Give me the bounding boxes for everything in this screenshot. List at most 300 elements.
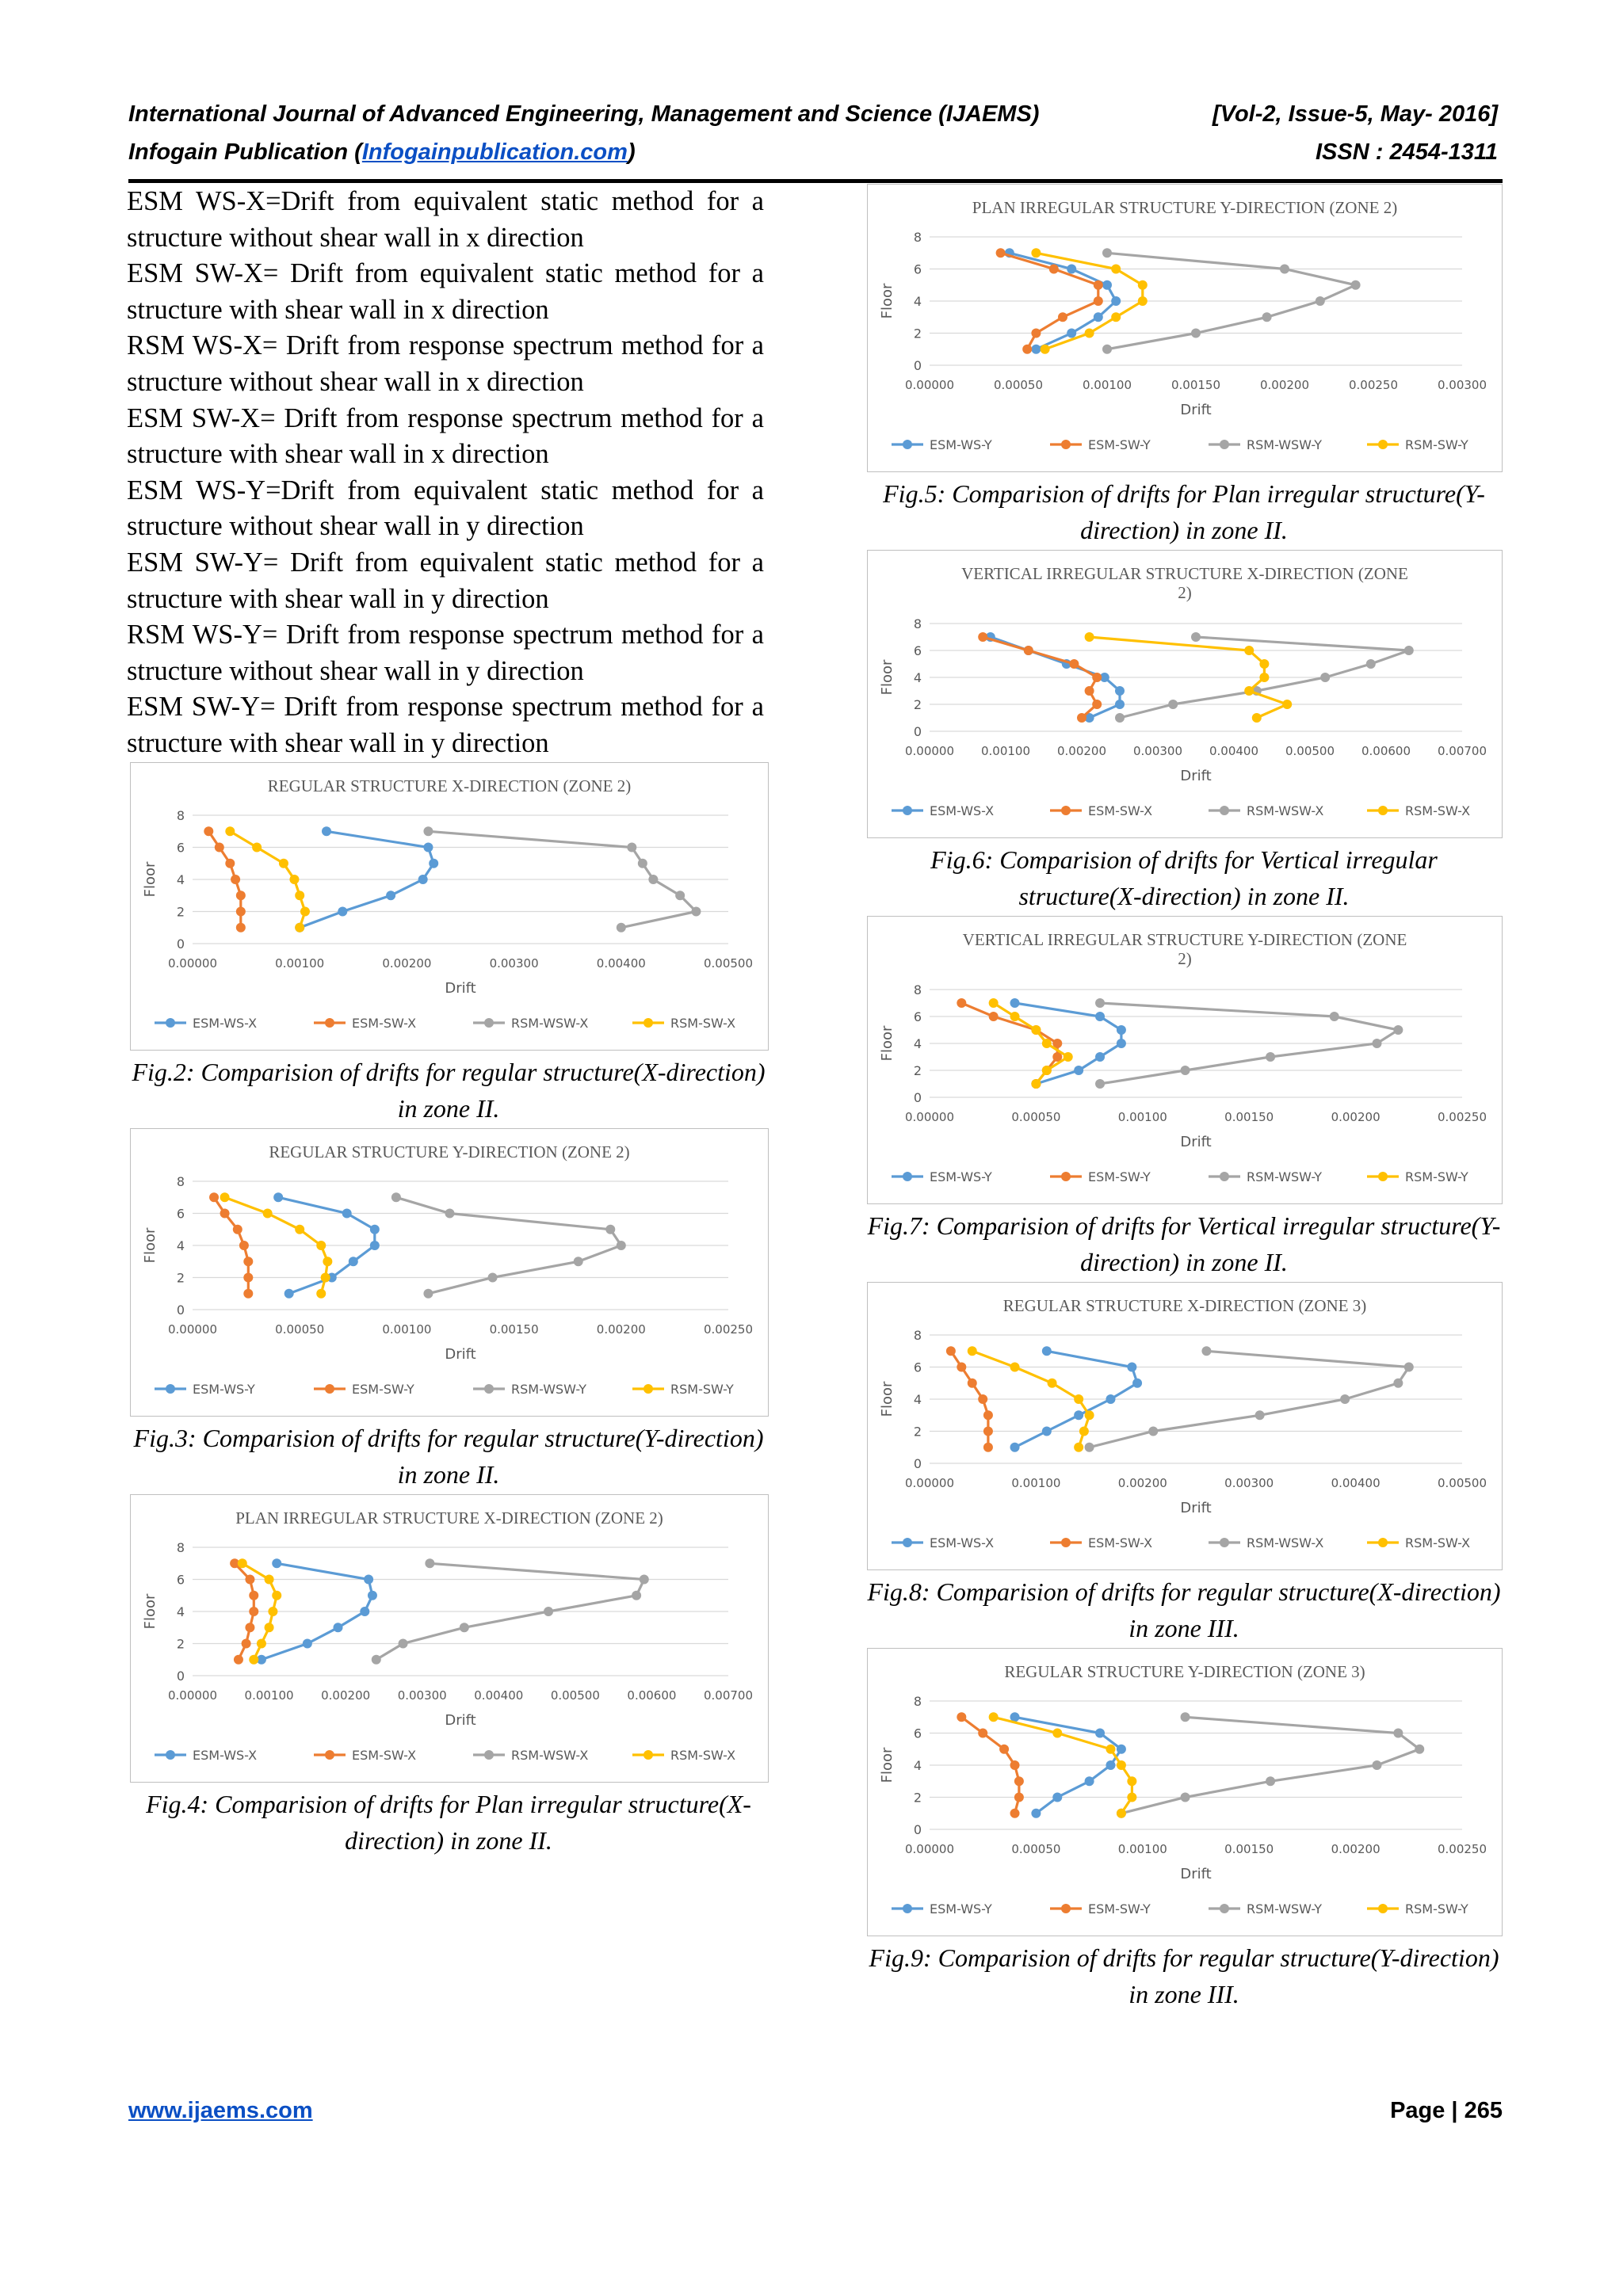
y-tick-label: 8	[913, 616, 922, 631]
data-point	[574, 1257, 583, 1266]
y-tick-label: 4	[176, 1238, 185, 1253]
legend-label: RSM-WSW-X	[511, 1016, 589, 1031]
data-point	[1031, 345, 1041, 354]
data-point	[272, 1591, 281, 1600]
data-point	[1042, 1427, 1052, 1436]
chart-title: REGULAR STRUCTURE X-DIRECTION (ZONE 3)	[1002, 1296, 1367, 1315]
data-point	[1069, 659, 1079, 669]
legend-label: RSM-WSW-X	[511, 1748, 589, 1763]
y-axis-label: Floor	[879, 1381, 896, 1417]
legend-label: ESM-SW-X	[1088, 803, 1153, 818]
x-tick-label: 0.00250	[1348, 378, 1399, 392]
data-point	[1095, 1729, 1105, 1738]
data-point	[1106, 1745, 1115, 1754]
drift-chart-svg	[131, 763, 768, 1050]
data-point	[1262, 312, 1272, 322]
x-tick-label: 0.00400	[474, 1688, 524, 1703]
y-tick-label: 8	[913, 1694, 922, 1709]
legend-swatch-marker	[1378, 1538, 1388, 1547]
chart-title: REGULAR STRUCTURE Y-DIRECTION (ZONE 2)	[269, 1142, 630, 1161]
data-point	[1074, 1394, 1083, 1404]
data-point	[1106, 1394, 1115, 1404]
x-tick-label: 0.00250	[1437, 1110, 1487, 1124]
data-point	[1372, 1039, 1381, 1048]
data-point	[1117, 1039, 1126, 1048]
data-point	[978, 1729, 987, 1738]
abbreviation-definitions	[127, 184, 764, 762]
x-tick-label: 0.00200	[1331, 1110, 1381, 1124]
legend-label: ESM-WS-X	[930, 1535, 995, 1550]
legend-swatch-marker	[903, 1538, 912, 1547]
data-point	[1085, 1443, 1094, 1452]
data-point	[364, 1575, 373, 1585]
data-point	[257, 1639, 266, 1649]
data-point	[605, 1225, 615, 1234]
data-point	[1111, 296, 1121, 306]
legend-swatch-marker	[1378, 440, 1388, 449]
legend-label: ESM-WS-X	[193, 1016, 258, 1031]
y-tick-label: 0	[176, 936, 185, 952]
data-point	[265, 1623, 274, 1632]
legend-swatch-marker	[1061, 806, 1071, 815]
legend-label: ESM-SW-X	[352, 1748, 417, 1763]
data-point	[233, 1225, 242, 1234]
data-point	[1117, 1760, 1126, 1770]
definition-item: ESM SW-X= Drift from equivalent static method for a structure with shear wall in x direction	[127, 258, 764, 325]
data-point	[1048, 1379, 1057, 1388]
data-point	[289, 875, 299, 884]
figure-9-chart	[867, 1648, 1503, 1936]
x-tick-label: 0.00150	[1224, 1842, 1274, 1856]
y-tick-label: 2	[913, 326, 922, 341]
drift-chart-svg	[131, 1129, 768, 1416]
x-tick-label: 0.00100	[1117, 1842, 1167, 1856]
data-point	[204, 826, 213, 836]
y-tick-label: 6	[913, 1009, 922, 1024]
figure-2-chart	[130, 762, 769, 1051]
definition-item: ESM WS-Y=Drift from equivalent static method for a structure without shear wall in y direction	[127, 475, 764, 542]
data-point	[1393, 1025, 1403, 1035]
y-tick-label: 4	[913, 294, 922, 309]
x-axis-label: Drift	[445, 1346, 476, 1363]
figure-5-chart	[867, 184, 1503, 472]
data-point	[1102, 280, 1112, 290]
data-point	[370, 1225, 380, 1234]
data-point	[1138, 296, 1148, 306]
legend-swatch-marker	[1061, 1538, 1071, 1547]
data-point	[1095, 1052, 1105, 1062]
data-point	[220, 1192, 230, 1202]
y-axis-label: Floor	[879, 659, 896, 696]
definition-item: ESM WS-X=Drift from equivalent static method for a structure without shear wall in x direction	[127, 186, 764, 253]
data-point	[1022, 345, 1032, 354]
legend-swatch-marker	[1378, 1172, 1388, 1181]
legend-swatch-marker	[1378, 1904, 1388, 1913]
legend-label: ESM-WS-Y	[930, 1169, 992, 1184]
y-tick-label: 8	[176, 1540, 185, 1555]
data-point	[1102, 345, 1112, 354]
data-point	[1042, 1066, 1052, 1075]
data-point	[1372, 1760, 1381, 1770]
x-tick-label: 0.00500	[1437, 1476, 1487, 1490]
legend-swatch-marker	[903, 1172, 912, 1181]
data-point	[1049, 265, 1059, 274]
y-tick-label: 0	[913, 724, 922, 739]
data-point	[423, 826, 433, 836]
legend-label: RSM-SW-X	[670, 1748, 736, 1763]
data-point	[968, 1346, 977, 1356]
data-point	[418, 875, 428, 884]
data-point	[1191, 632, 1201, 642]
data-point	[1366, 659, 1376, 669]
legend-swatch-marker	[1061, 440, 1071, 449]
y-tick-label: 4	[913, 670, 922, 685]
legend-swatch-marker	[1378, 806, 1388, 815]
x-axis-label: Drift	[1180, 402, 1212, 418]
data-point	[236, 923, 246, 933]
data-point	[1117, 1809, 1126, 1818]
journal-header-line2	[128, 139, 1498, 166]
x-axis-label: Drift	[1180, 1134, 1212, 1150]
data-point	[1094, 280, 1103, 290]
data-point	[1014, 1776, 1024, 1786]
x-tick-label: 0.00050	[1011, 1842, 1061, 1856]
legend-label: ESM-WS-Y	[930, 1901, 992, 1917]
legend-label: RSM-WSW-Y	[511, 1382, 586, 1397]
data-point	[999, 1745, 1009, 1754]
data-point	[236, 891, 246, 900]
figure-8-chart	[867, 1282, 1503, 1570]
legend-swatch-marker	[1220, 1904, 1229, 1913]
y-tick-label: 0	[913, 1456, 922, 1471]
y-tick-label: 4	[913, 1036, 922, 1051]
data-point	[1085, 1776, 1094, 1786]
data-point	[1393, 1379, 1403, 1388]
figure-8-caption: Fig.8: Comparision of drifts for regular structure(X-direction) in zone III.	[867, 1577, 1501, 1642]
data-point	[1067, 329, 1076, 338]
x-tick-label: 0.00150	[489, 1322, 539, 1337]
data-point	[429, 859, 438, 868]
data-point	[321, 1273, 330, 1283]
data-point	[295, 923, 304, 933]
data-point	[249, 1607, 258, 1616]
legend-label: RSM-SW-Y	[1405, 1169, 1468, 1184]
figure-7-caption: Fig.7: Comparision of drifts for Vertical irregular structure(Y-direction) in zone II.	[867, 1211, 1501, 1276]
data-point	[1010, 998, 1020, 1008]
x-tick-label: 0.00400	[596, 956, 646, 971]
data-point	[220, 1209, 230, 1219]
data-point	[1255, 1410, 1265, 1420]
x-tick-label: 0.00000	[904, 378, 955, 392]
drift-chart-svg	[868, 185, 1502, 471]
x-tick-label: 0.00100	[1011, 1476, 1061, 1490]
legend-label: RSM-SW-X	[670, 1016, 736, 1031]
data-point	[316, 1289, 326, 1299]
data-point	[1042, 1039, 1052, 1048]
data-point	[691, 907, 701, 917]
x-tick-label: 0.00100	[980, 744, 1031, 758]
y-tick-label: 4	[176, 1604, 185, 1619]
data-point	[1042, 1346, 1052, 1356]
legend-swatch-marker	[643, 1750, 653, 1760]
y-tick-label: 2	[176, 1636, 185, 1652]
data-point	[1132, 1379, 1142, 1388]
y-tick-label: 4	[913, 1758, 922, 1773]
data-point	[1058, 312, 1067, 322]
legend-label: ESM-SW-X	[352, 1016, 417, 1031]
data-point	[1259, 673, 1269, 682]
y-tick-label: 8	[913, 982, 922, 997]
data-point	[460, 1623, 469, 1632]
publisher-link[interactable]: Infogainpublication.com	[361, 139, 628, 165]
x-axis-label: Drift	[1180, 768, 1212, 784]
data-point	[1316, 296, 1325, 306]
data-point	[249, 1655, 258, 1665]
data-point	[1266, 1052, 1275, 1062]
data-point	[1085, 1410, 1094, 1420]
legend-label: RSM-WSW-Y	[1247, 437, 1322, 452]
legend-swatch-marker	[325, 1750, 334, 1760]
data-point	[368, 1591, 377, 1600]
data-point	[243, 1289, 253, 1299]
data-point	[1351, 280, 1361, 290]
legend-swatch-marker	[643, 1384, 653, 1394]
figure-4-chart	[130, 1494, 769, 1783]
y-axis-label: Floor	[879, 283, 896, 319]
x-axis-label: Drift	[1180, 1866, 1212, 1882]
data-point	[675, 891, 685, 900]
data-point	[632, 1591, 641, 1600]
data-point	[617, 923, 626, 933]
data-point	[1031, 1809, 1041, 1818]
data-point	[1092, 673, 1102, 682]
data-point	[1052, 1729, 1062, 1738]
legend-label: ESM-SW-Y	[1088, 437, 1151, 452]
data-point	[957, 1363, 966, 1372]
legend-label: RSM-WSW-Y	[1247, 1169, 1322, 1184]
definition-item: RSM WS-X= Drift from response spectrum method for a structure without shear wall in x direction	[127, 330, 764, 397]
publisher-prefix: Infogain Publication (	[128, 139, 362, 165]
x-tick-label: 0.00000	[167, 1688, 218, 1703]
data-point	[1102, 248, 1112, 257]
data-point	[957, 1712, 966, 1722]
chart-title-cont: 2)	[1178, 949, 1192, 968]
x-tick-label: 0.00150	[1170, 378, 1221, 392]
y-tick-label: 8	[913, 230, 922, 245]
legend-swatch-marker	[325, 1018, 334, 1028]
data-point	[1244, 646, 1254, 655]
chart-title: VERTICAL IRREGULAR STRUCTURE Y-DIRECTION (ZONE	[962, 930, 1407, 949]
data-point	[978, 1394, 987, 1404]
data-point	[1085, 686, 1094, 696]
legend-swatch-marker	[903, 806, 912, 815]
data-point	[333, 1623, 342, 1632]
data-point	[1064, 1052, 1073, 1062]
data-point	[1111, 312, 1121, 322]
website-link[interactable]: www.ijaems.com	[128, 2098, 313, 2123]
data-point	[243, 1273, 253, 1283]
data-point	[1117, 1745, 1126, 1754]
data-point	[1079, 1427, 1089, 1436]
y-tick-label: 6	[913, 1726, 922, 1741]
publisher-suffix: )	[627, 139, 636, 165]
data-point	[249, 1591, 258, 1600]
data-point	[1404, 646, 1414, 655]
legend-swatch-marker	[166, 1018, 175, 1028]
x-tick-label: 0.00200	[1117, 1476, 1167, 1490]
data-point	[399, 1639, 408, 1649]
data-point	[372, 1655, 381, 1665]
figure-3-chart	[130, 1128, 769, 1417]
data-point	[1024, 646, 1033, 655]
drift-chart-svg	[868, 1649, 1502, 1936]
x-tick-label: 0.00300	[397, 1688, 447, 1703]
y-tick-label: 6	[176, 1206, 185, 1222]
journal-header-line1	[128, 101, 1498, 128]
data-point	[1010, 1809, 1020, 1818]
y-tick-label: 4	[913, 1392, 922, 1407]
data-point	[1259, 659, 1269, 669]
data-point	[252, 843, 262, 852]
drift-chart-svg	[868, 917, 1502, 1203]
drift-chart-svg	[868, 1283, 1502, 1569]
data-point	[445, 1209, 454, 1219]
data-point	[648, 875, 658, 884]
data-point	[488, 1273, 498, 1283]
data-point	[225, 826, 235, 836]
drift-chart-svg	[868, 551, 1502, 837]
x-tick-label: 0.00100	[244, 1688, 294, 1703]
data-point	[1077, 713, 1086, 723]
y-tick-label: 4	[176, 872, 185, 887]
x-tick-label: 0.00200	[1331, 1842, 1381, 1856]
data-point	[273, 1192, 283, 1202]
x-tick-label: 0.00000	[167, 1322, 218, 1337]
y-axis-label: Floor	[142, 1593, 158, 1630]
x-tick-label: 0.00300	[1132, 744, 1183, 758]
data-point	[279, 859, 288, 868]
data-point	[627, 843, 636, 852]
data-point	[342, 1209, 352, 1219]
x-tick-label: 0.00600	[627, 1688, 677, 1703]
data-point	[1010, 1012, 1020, 1021]
data-point	[391, 1192, 401, 1202]
data-point	[1041, 345, 1050, 354]
figure-5-caption: Fig.5: Comparision of drifts for Plan irregular structure(Y-direction) in zone II.	[883, 479, 1485, 544]
x-tick-label: 0.00100	[382, 1322, 432, 1337]
data-point	[1201, 1346, 1211, 1356]
data-point	[1095, 1079, 1105, 1089]
data-point	[265, 1575, 274, 1585]
y-tick-label: 0	[176, 1302, 185, 1318]
legend-label: ESM-SW-Y	[1088, 1169, 1151, 1184]
x-tick-label: 0.00000	[167, 956, 218, 971]
data-point	[423, 843, 433, 852]
journal-title: International Journal of Advanced Engineering, Management and Science (IJAEMS)	[128, 101, 1040, 127]
y-tick-label: 2	[176, 904, 185, 920]
data-point	[1010, 1760, 1020, 1770]
data-point	[295, 1225, 304, 1234]
y-tick-label: 8	[176, 808, 185, 823]
drift-chart-svg	[131, 1495, 768, 1782]
definition-item: RSM WS-Y= Drift from response spectrum method for a structure without shear wall in y direction	[127, 620, 764, 686]
issn: ISSN : 2454-1311	[1316, 139, 1498, 165]
y-tick-label: 6	[176, 840, 185, 856]
legend-swatch-marker	[325, 1384, 334, 1394]
x-tick-label: 0.00700	[1437, 744, 1487, 758]
data-point	[1115, 713, 1125, 723]
data-point	[1127, 1793, 1136, 1802]
page-number: Page | 265	[1390, 2098, 1503, 2123]
x-tick-label: 0.00250	[703, 1322, 754, 1337]
legend-label: RSM-WSW-X	[1247, 803, 1324, 818]
legend-label: RSM-SW-Y	[1405, 437, 1468, 452]
legend-label: ESM-WS-X	[930, 803, 995, 818]
data-point	[234, 1655, 243, 1665]
data-point	[239, 1241, 249, 1250]
data-point	[425, 1558, 434, 1568]
data-point	[1252, 713, 1262, 723]
data-point	[617, 1241, 626, 1250]
legend-swatch-marker	[1061, 1904, 1071, 1913]
data-point	[285, 1289, 294, 1299]
x-tick-label: 0.00200	[1056, 744, 1107, 758]
legend-swatch-marker	[903, 1904, 912, 1913]
x-tick-label: 0.00300	[1437, 378, 1487, 392]
data-point	[360, 1607, 369, 1616]
x-tick-label: 0.00250	[1437, 1842, 1487, 1856]
data-point	[1127, 1776, 1136, 1786]
data-point	[1014, 1793, 1024, 1802]
data-point	[1415, 1745, 1424, 1754]
data-point	[295, 891, 304, 900]
data-point	[238, 1558, 247, 1568]
legend-label: RSM-SW-Y	[670, 1382, 734, 1397]
data-point	[1330, 1012, 1339, 1021]
legend-swatch-marker	[166, 1384, 175, 1394]
y-tick-label: 2	[913, 1063, 922, 1078]
data-point	[1095, 998, 1105, 1008]
legend-swatch-marker	[1220, 1172, 1229, 1181]
data-point	[1138, 280, 1148, 290]
x-tick-label: 0.00200	[382, 956, 432, 971]
x-axis-label: Drift	[1180, 1500, 1212, 1516]
y-tick-label: 0	[913, 358, 922, 373]
legend-swatch-marker	[484, 1750, 494, 1760]
x-tick-label: 0.00200	[596, 1322, 646, 1337]
x-tick-label: 0.00300	[1224, 1476, 1274, 1490]
data-point	[968, 1379, 977, 1388]
data-point	[1181, 1793, 1190, 1802]
y-tick-label: 0	[176, 1669, 185, 1684]
data-point	[1111, 265, 1121, 274]
data-point	[303, 1639, 312, 1649]
legend-label: ESM-WS-X	[193, 1748, 258, 1763]
legend-label: RSM-SW-X	[1405, 1535, 1471, 1550]
data-point	[1181, 1712, 1190, 1722]
data-point	[370, 1241, 380, 1250]
data-point	[1340, 1394, 1350, 1404]
x-tick-label: 0.00050	[1011, 1110, 1061, 1124]
legend-swatch-marker	[1220, 806, 1229, 815]
data-point	[242, 1639, 251, 1649]
x-tick-label: 0.00200	[1259, 378, 1310, 392]
x-tick-label: 0.00100	[1082, 378, 1132, 392]
legend-swatch-marker	[643, 1018, 653, 1028]
chart-title: PLAN IRREGULAR STRUCTURE X-DIRECTION (ZONE 2)	[235, 1508, 663, 1527]
data-point	[272, 1558, 281, 1568]
data-point	[983, 1443, 993, 1452]
